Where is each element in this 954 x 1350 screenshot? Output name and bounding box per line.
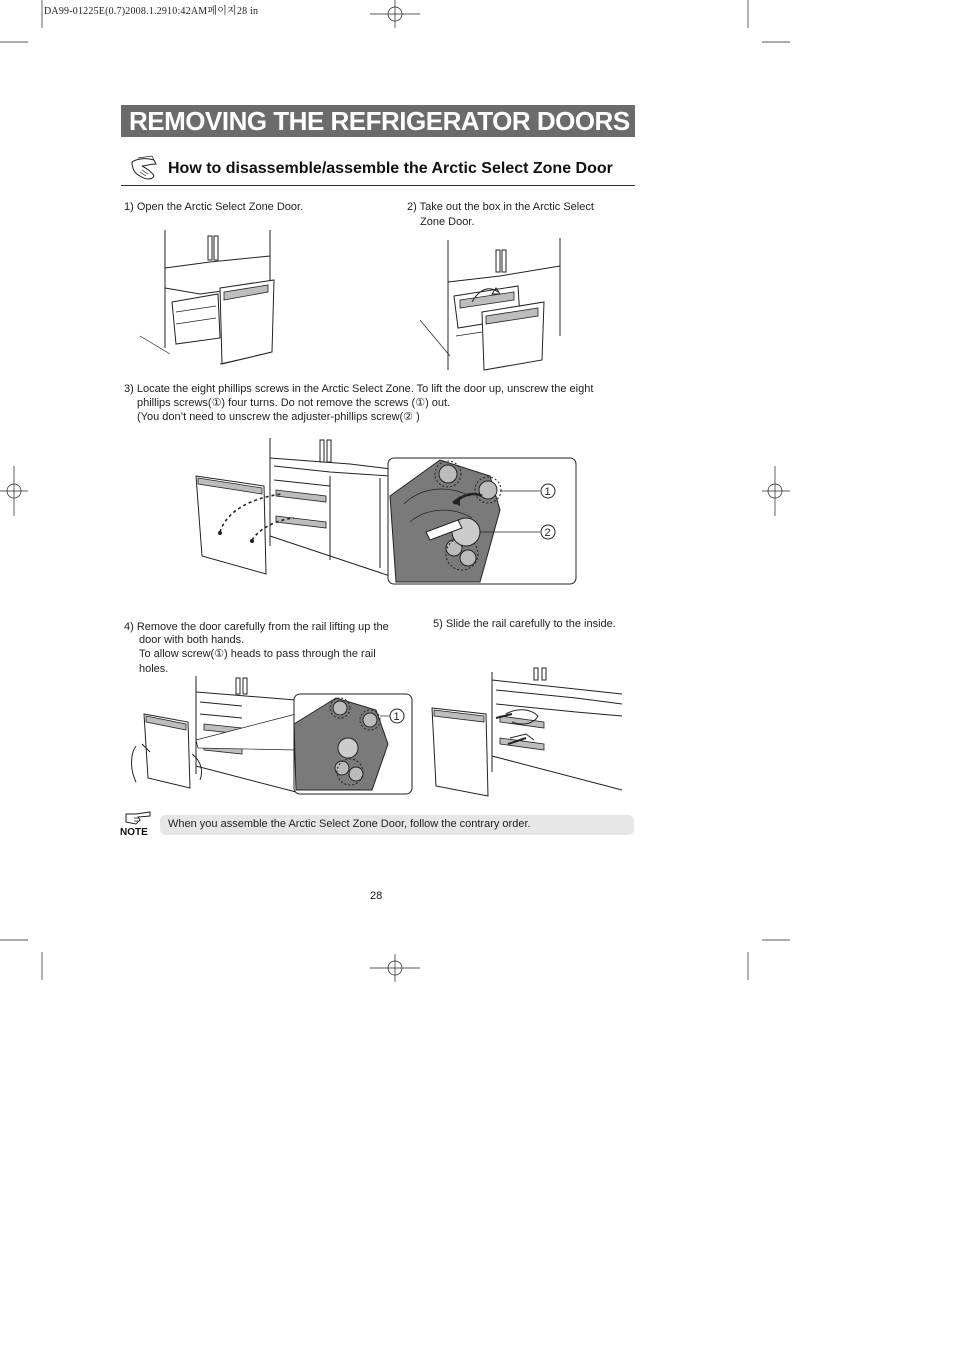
page-title: REMOVING THE REFRIGERATOR DOORS [129, 106, 630, 136]
note-bar [160, 815, 634, 835]
callout-2: 2 [544, 527, 551, 539]
step-3-illustration [190, 436, 580, 586]
step-4-illustration [126, 674, 416, 799]
hand-icon [128, 154, 162, 184]
section-heading: How to disassemble/assemble the Arctic Select Zone Door [168, 160, 613, 177]
section-rule [121, 185, 635, 186]
step-4-text-2: door with both hands. [139, 634, 245, 646]
step-1-text: 1) Open the Arctic Select Zone Door. [124, 201, 304, 213]
note-label: NOTE [120, 827, 148, 838]
step-3-text-1: 3) Locate the eight phillips screws in the Arctic Select Zone. To lift the door up, unscrew the eight [124, 383, 594, 395]
page-number: 28 [370, 890, 383, 902]
print-slug: DA99-01225E(0.7)2008.1.2910:42AM페이지28 in [44, 6, 259, 17]
step-3-text-3: (You don’t need to unscrew the adjuster-phillips screw(② ) [137, 411, 420, 423]
page-title-bar [121, 105, 635, 137]
note-text: When you assemble the Arctic Select Zone Door, follow the contrary order. [168, 818, 531, 830]
step-2-text-1: 2) Take out the box in the Arctic Select [407, 201, 594, 213]
step-4-text-4: holes. [139, 663, 169, 675]
step-1-illustration [140, 228, 290, 373]
pointing-hand-icon [122, 808, 154, 828]
step-5-text: 5) Slide the rail carefully to the inside. [433, 618, 616, 630]
step-3-text-2: phillips screws(①) four turns. Do not remove the screws (①) out. [137, 397, 451, 409]
step-4-text-3: To allow screw(①) heads to pass through the rail [139, 648, 376, 660]
callout-1-step4: 1 [393, 711, 400, 723]
step-2-illustration [420, 236, 570, 376]
step-5-illustration [426, 664, 626, 799]
callout-1: 1 [544, 486, 551, 498]
step-4-text-1: 4) Remove the door carefully from the rail lifting up the [124, 621, 389, 633]
step-2-text-2: Zone Door. [420, 216, 475, 228]
